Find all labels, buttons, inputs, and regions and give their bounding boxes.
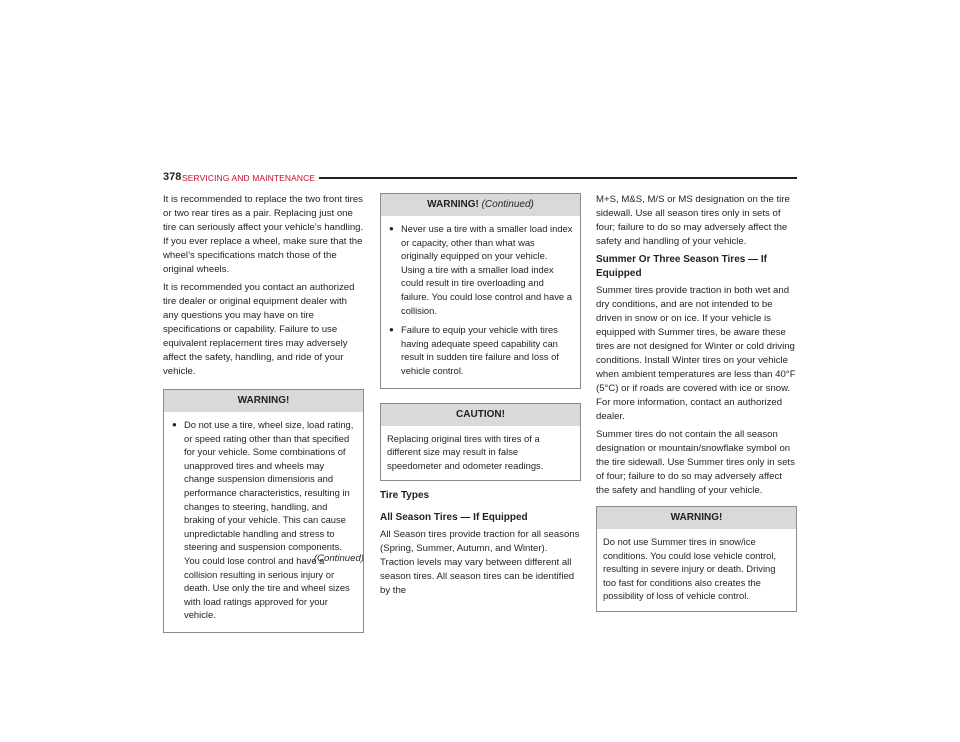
caution-body [381,426,580,481]
bullet-icon: ● [389,224,394,233]
bullet-icon: ● [389,325,394,335]
warning-title-text: WARNING! [427,199,479,210]
list-item [170,418,357,622]
section-title: SERVICING AND MAINTENANCE [182,173,316,183]
warning-text: Do not use a tire, wheel size, load rating, or speed rating other than that specified for your vehicle. Some combinations of unapproved tires and wheels may change suspension dimensions and performance characteristics, resulting in changes to steering, handling, and braking of your vehicle. This can cause unpredictable handling and stress to steering and suspension components. You could lose control and have a collision resulting in serious injury or death. Use only the tire and wheel sizes with load ratings approved for your vehicle. [184,419,354,621]
heading-tire-types: Tire Types [380,490,430,502]
heading-summer-tires: Summer Or Three Season Tires — If Equipped [596,254,767,279]
column-left [163,193,364,633]
bullet-icon: ● [172,420,177,429]
caution-title: CAUTION! [381,404,580,426]
paragraph: It is recommended you contact an authorized tire dealer or original equipment dealer with any questions you may have on tire specifications or capability. Failure to use equivalent replacement tires may adversely affect the safety, handling, and ride of your vehicle. [163,282,355,377]
warning-body [164,412,363,632]
list-item [387,222,574,317]
paragraph: Summer tires do not contain the all season designation or mountain/snowflake symbol on the tire sidewall. Use Summer tires only in sets of four; failure to do so may adversely affect the safety and handling of your vehicle. [596,429,795,496]
warning-title: WARNING! [164,390,363,412]
paragraph: All Season tires provide traction for all seasons (Spring, Summer, Autumn, and Winter). Traction levels may vary between different all season tires. All season tires can be identified by the [380,529,580,597]
warning-continued-label: (Continued) [481,199,534,210]
warning-title: WARNING! [597,507,796,529]
warning-text: Do not use Summer tires in snow/ice conditions. You could lose vehicle control, resulting in severe injury or death. Driving too fast for conditions also creates the possibility of loss of vehicle control. [603,536,777,602]
paragraph: M+S, M&S, M/S or MS designation on the tire sidewall. Use all season tires only in sets of four; failure to do so may adversely affect the safety and handling of your vehicle. [596,194,790,247]
continued-label: (Continued) [313,553,364,564]
column-right [596,193,797,612]
warning-text: Never use a tire with a smaller load index or capacity, other than what was originally equipped on your vehicle. Using a tire with a smaller load index could result in tire overloading and failure. You could lose control and have a collision. [401,223,573,316]
paragraph: Summer tires provide traction in both wet and dry conditions, and are not intended to be driven in snow or on ice. If your vehicle is equipped with Summer tires, be aware these tires are not designed for Winter or cold driving conditions. Install Winter tires on your vehicle when ambient temperatures are less than 40°F (5°C) or if roads are covered with ice or snow. For more information, contact an authorized dealer. [596,285,796,422]
warning-body [597,529,796,611]
warning-box [163,389,364,633]
heading-all-season: All Season Tires — If Equipped [380,512,528,524]
warning-title [381,194,580,216]
warning-text: Failure to equip your vehicle with tires having adequate speed capability can result in sudden tire failure and loss of vehicle control. [401,324,559,376]
warning-continued-box [380,193,581,389]
warning-body [381,216,580,388]
caution-text: Replacing original tires with tires of a different size may result in false speedometer and odometer readings. [387,432,544,471]
paragraph: It is recommended to replace the two front tires or two rear tires as a pair. Replacing just one tire can seriously affect your vehicle’s handling. If you ever replace a wheel, make sure that the wheel’s specifications match those of the original wheels. [163,194,364,275]
caution-box [380,403,581,482]
header-rule [319,177,797,179]
list-item [387,323,574,377]
column-middle [380,193,581,602]
warning-box [596,506,797,612]
page-number: 378 [163,171,182,183]
page-header [163,171,797,185]
